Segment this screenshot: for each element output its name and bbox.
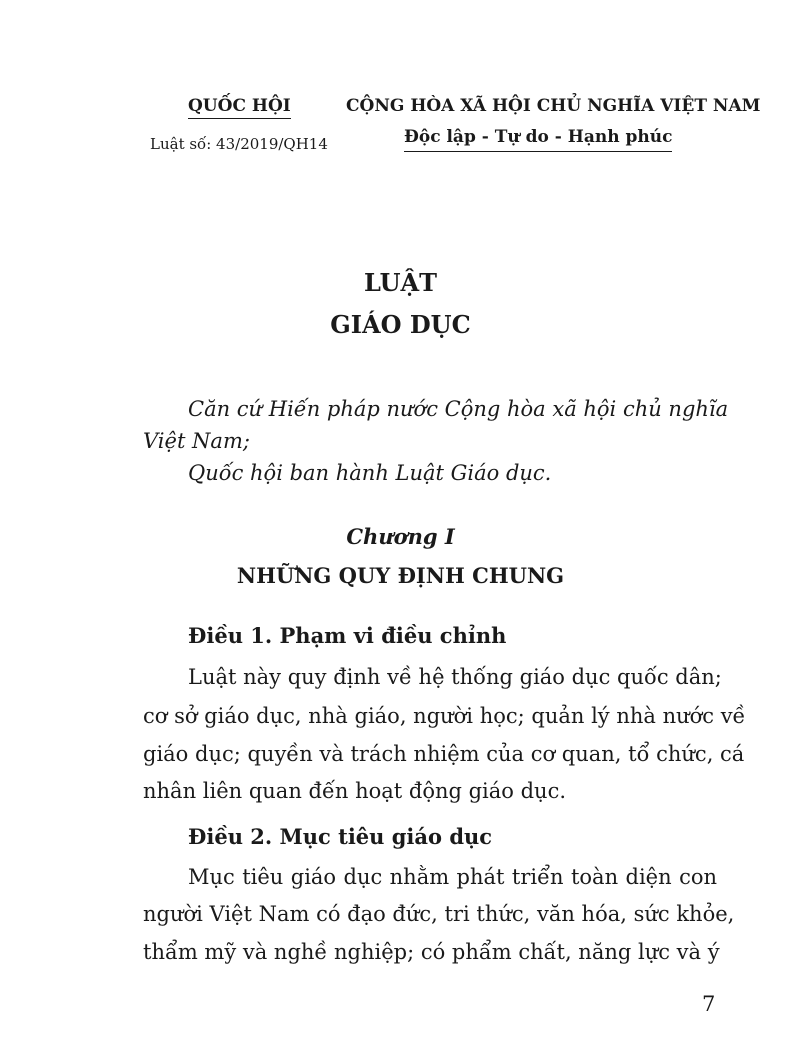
preamble-line-2: Việt Nam; bbox=[143, 429, 250, 453]
article-1-line-2: cơ sở giáo dục, nhà giáo, người học; quản lý nhà nước về bbox=[143, 704, 746, 728]
preamble-line-3: Quốc hội ban hành Luật Giáo dục. bbox=[188, 461, 552, 485]
national-title: CỘNG HÒA XÃ HỘI CHỦ NGHĨA VIỆT NAM bbox=[346, 96, 761, 116]
article-2-heading: Điều 2. Mục tiêu giáo dục bbox=[188, 824, 493, 849]
national-motto: Độc lập - Tự do - Hạnh phúc bbox=[404, 127, 672, 152]
article-1-line-4: nhân liên quan đến hoạt động giáo dục. bbox=[143, 779, 567, 803]
article-1-line-1: Luật này quy định về hệ thống giáo dục quốc dân; bbox=[188, 665, 722, 689]
article-2-line-1: Mục tiêu giáo dục nhằm phát triển toàn diện con bbox=[188, 865, 717, 889]
article-1-line-3: giáo dục; quyền và trách nhiệm của cơ quan, tổ chức, cá bbox=[143, 742, 745, 766]
chapter-title: NHỮNG QUY ĐỊNH CHUNG bbox=[236, 563, 565, 588]
preamble-line-1: Căn cứ Hiến pháp nước Cộng hòa xã hội chủ nghĩa bbox=[188, 397, 729, 421]
chapter-label: Chương I bbox=[346, 524, 455, 549]
page-number: 7 bbox=[702, 992, 716, 1016]
document-title: LUẬT bbox=[364, 268, 437, 297]
document-subtitle: GIÁO DỤC bbox=[330, 310, 471, 339]
article-2-line-3: thẩm mỹ và nghề nghiệp; có phẩm chất, năng lực và ý bbox=[143, 940, 720, 964]
article-1-heading: Điều 1. Phạm vi điều chỉnh bbox=[188, 623, 507, 648]
law-number: Luật số: 43/2019/QH14 bbox=[150, 135, 328, 153]
article-2-line-2: người Việt Nam có đạo đức, tri thức, văn hóa, sức khỏe, bbox=[143, 902, 735, 926]
issuer-name: QUỐC HỘI bbox=[188, 96, 291, 119]
